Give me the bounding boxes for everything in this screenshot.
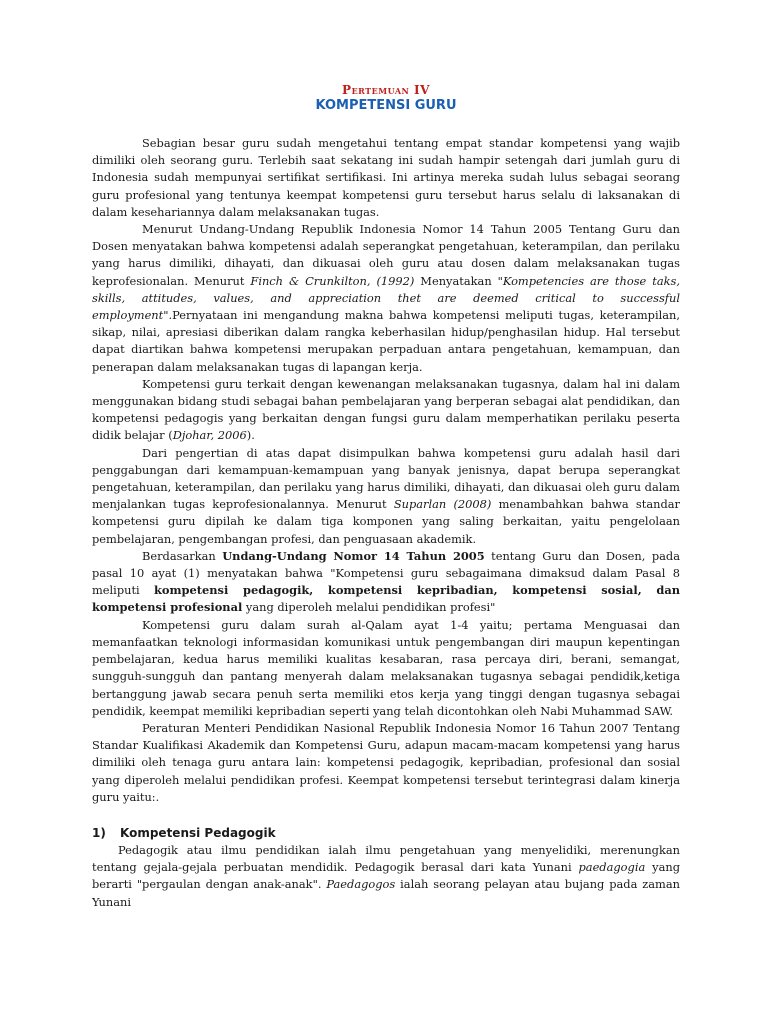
p4-text-a: Dari pengertian di atas dapat disimpulkan bahwa kompetensi guru adalah hasil dari penggabungan dari kemampuan-kemampuan yang banyak jenisnya, dapat berupa seperangkat pengetahuan, keterampilan, dan perilaku yang harus dimiliki, dihayati, dan dikuasai oleh guru dalam menjalankan tugas keprofesionalannya. Menurut xyxy=(92,445,680,512)
english-quote: Kompetencies are those taks, skills, attitudes, values, and appreciation thet are deemed critical to successful employment xyxy=(92,273,680,323)
p5-text-c: tentang Guru dan Dosen, pada pasal 10 ayat (1) menyatakan bahwa "Kompetensi guru sebagaimana dimaksud dalam Pasal 8 meliputi xyxy=(92,548,681,598)
p2-text-a: Menurut Undang-Undang Republik Indonesia Nomor 14 Tahun 2005 Tentang Guru dan Dosen menyatakan bahwa kompetensi adalah seperangkat pengetahuan, keterampilan, dan perilaku yang harus dimiliki, dihayati, dan dikuasai oleh guru atau dosen dalam melaksanakan tugas keprofesionalan. Menurut xyxy=(92,222,680,288)
document-title: KOMPETENSI GURU xyxy=(315,98,457,113)
competency-list: kompetensi pedagogik, kompetensi kepribadian, kompetensi sosial, dan kompetensi profesional xyxy=(92,583,680,615)
p3-text-c: ). xyxy=(246,428,255,443)
law-reference: Undang-Undang Nomor 14 Tahun 2005 xyxy=(222,548,485,563)
paragraph-2 xyxy=(92,221,680,376)
p2-text-c: Menyatakan " xyxy=(414,273,503,288)
meeting-label: Pertemuan IV xyxy=(342,83,430,97)
paragraph-7: Peraturan Menteri Pendidikan Nasional Republik Indonesia Nomor 16 Tahun 2007 Tentang Standar Kualifikasi Akademik dan Kompetensi Guru, adapun macam-macam kompetensi yang harus dimiliki oleh tenaga guru antara lain: kompetensi pedagogik, kepribadian, profesional dan sosial yang diperoleh melalui pendidikan profesi. Keempat kompetensi tersebut terintegrasi dalam kinerja guru yaitu:. xyxy=(92,720,680,804)
s1-text-c: yang berarti "pergaulan dengan anak-anak". xyxy=(92,860,680,892)
s1-text-e: ialah seorang pelayan atau bujang pada zaman Yunani xyxy=(92,877,680,909)
p4-text-c: menambahkan bahwa standar kompetensi guru dipilah ke dalam tiga komponen yang saling berkaitan, yaitu pengelolaan pembelajaran, pengembangan profesi, dan penguasaan akademik. xyxy=(92,497,680,546)
s1-text-a: Pedagogik atau ilmu pendidikan ialah ilmu pengetahuan yang menyelidiki, merenungkan tentang gejala-gejala perbuatan mendidik. Pedagogik berasal dari kata Yunani xyxy=(92,842,680,875)
section-title: Kompetensi Pedagogik xyxy=(120,825,276,840)
section-heading-pedagogik xyxy=(92,824,680,842)
p5-text-a: Berdasarkan xyxy=(142,548,223,563)
term-paedagogos: Paedagogos xyxy=(326,877,396,892)
citation-suparlan: Suparlan (2008) xyxy=(393,497,492,512)
section-number: 1) xyxy=(92,825,106,840)
citation-djohar: Djohar, 2006 xyxy=(172,428,247,443)
citation-finch: Finch & Crunkilton, (1992) xyxy=(250,273,415,288)
p5-text-e: yang diperoleh melalui pendidikan profesi" xyxy=(242,600,496,615)
p2-text-e: ".Pernyataan ini mengandung makna bahwa kompetensi meliputi tugas, keterampilan, sikap, nilai, apresiasi diberikan dalam rangka keberhasilan hidup/penghasilan hidup. Hal tersebut dapat diartikan bahwa kompetensi merupakan perpaduan antara pengetahuan, kemampuan, dan penerapan dalam melaksanakan tugas di lapangan kerja. xyxy=(92,308,680,374)
paragraph-3 xyxy=(92,376,680,445)
term-paedagogia: paedagogia xyxy=(578,860,646,875)
section-paragraph xyxy=(92,842,680,911)
paragraph-5 xyxy=(92,548,680,617)
paragraph-4 xyxy=(92,445,680,548)
paragraph-1: Sebagian besar guru sudah mengetahui tentang empat standar kompetensi yang wajib dimiliki oleh seorang guru. Terlebih saat sekatang ini sudah hampir setengah dari jumlah guru di Indonesia sudah mempunyai sertifikat sertifikasi. Ini artinya mereka sudah lulus sebagai seorang guru profesional yang tentunya keempat kompetensi guru tersebut harus selalu di laksanakan di dalam kesehariannya dalam melaksanakan tugas. xyxy=(92,136,680,219)
paragraph-6: Kompetensi guru dalam surah al-Qalam ayat 1-4 yaitu; pertama Menguasai dan memanfaatkan teknologi informasidan komunikasi untuk pengembangan diri maupun kepentingan pembelajaran, kedua harus memiliki kualitas kesabaran, rasa percaya diri, berani, semangat, sungguh-sungguh dan pantang menyerah dalam melaksanakan tugasnya sebagai pendidik,ketiga bertanggung jawab secara penuh serta memiliki etos kerja yang tinggi dengan tugasnya sebagai pendidik, keempat memiliki kepribadian seperti yang telah dicontohkan oleh Nabi Muhammad SAW. xyxy=(92,617,680,718)
p3-text-a: Kompetensi guru terkait dengan kewenangan melaksanakan tugasnya, dalam hal ini dalam menggunakan bidang studi sebagai bahan pembelajaran yang berperan sebagai alat pendidikan, dan kompetensi pedagogis yang berkaitan dengan fungsi guru dalam memperhatikan perilaku peserta didik belajar ( xyxy=(92,376,680,443)
document-heading xyxy=(92,82,680,114)
